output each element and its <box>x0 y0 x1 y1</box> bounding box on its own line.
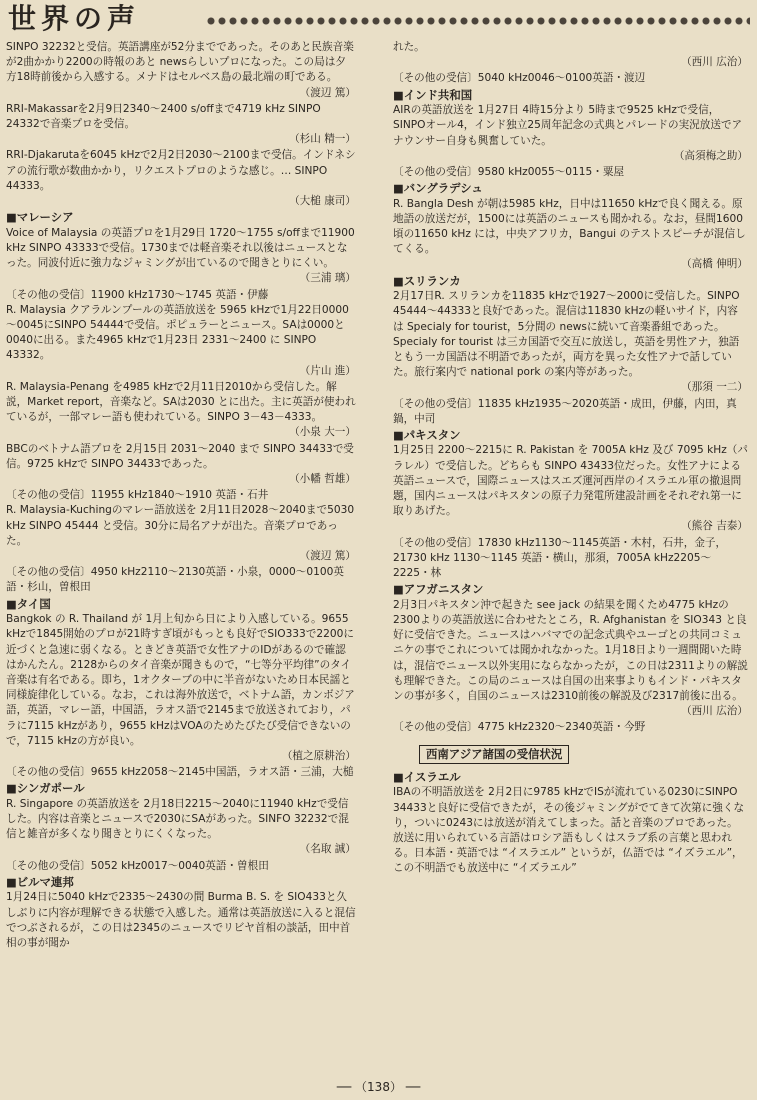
report-text: れた。 <box>393 41 425 53</box>
other-receptions: 〔その他の受信〕11900 kHz1730～1745 英語・伊藤 <box>6 288 269 301</box>
report-text: RRI-Makassarを2月9日2340～2400 s/offまで4719 kHz SINPO 24332で音楽プロを受信。 <box>6 102 321 131</box>
reporter-name: （高橋 伸明） <box>681 258 748 271</box>
reporter-name: （杉山 精一） <box>289 133 356 146</box>
report-text: AIRの英語放送を 1月27日 4時15分より 5時まで9525 kHzで受信，SINPOオール4，インド独立25周年記念の式典とパレードの実況放送でアナウンサー自身も興奮していた。 <box>393 104 743 147</box>
report-entry <box>6 612 356 764</box>
report-text: 1月24日に5040 kHzで2335～2430の間 Burma B. S. を SIO433と久しぶりに内容が理解できる状態で入感した。通常は英語放送に入ると混信でつぶされるが，この日は2345のニュースでリビヤ首相の談話，田中首相の事が聞か <box>6 891 356 949</box>
title-ornament-border <box>206 13 750 29</box>
report-entry <box>6 226 356 287</box>
report-text: R. Malaysia-Penang を4985 kHzで2月11日2010から受信した。解説，Market report，音楽など。SAは2030 とに出た。主に英語が使われているが，一部マレー語も使われている。SINPO 3－43－4333。 <box>6 380 356 424</box>
right-column <box>393 40 748 878</box>
other-receptions: 〔その他の受信〕4775 kHz2320～2340英語・今野 <box>393 721 646 734</box>
section-heading: ■ビルマ連邦 <box>6 874 74 889</box>
section-heading: ■シンガポール <box>6 781 85 796</box>
section-heading: ■インド共和国 <box>393 87 473 102</box>
report-entry <box>6 503 356 564</box>
reporter-name: （小泉 大一） <box>289 426 356 439</box>
report-entry <box>393 289 748 395</box>
report-entry <box>393 598 748 720</box>
report-entry <box>6 148 356 209</box>
report-entry <box>393 443 748 534</box>
report-text: RRI-Djakarutaを6045 kHzで2月2日2030～2100まで受信。インドネシアの流行歌が数曲かかり，リクエストプロのような感じ。… SINPO 44333。 <box>6 149 356 192</box>
section-heading: ■タイ国 <box>6 596 51 611</box>
other-receptions: 〔その他の受信〕17830 kHz1130～1145英語・木村，石井，金子，21730 kHz 1130～1145 英語・横山，那須，7005A kHz2205～2225・林 <box>393 536 727 580</box>
report-text: IBAの不明語放送を 2月2日に9785 kHzでISが流れている0230にSINPO 34433と良好に受信できたが，その後ジャミングがでてきて次第に強くなり，ついに0243には放送が消えてしまった。話と音楽のプロであった。放送に用いられている言語はロシア語もしくはスラブ系の言葉と思われる。日本語・英語では “イスラエル” というが，仏語では “イズラエル”，この不明語でも放送中に “イズラエル” <box>393 786 745 875</box>
report-entry <box>6 40 356 101</box>
report-text: 2月17日R. スリランカを11835 kHzで1927～2000に受信した。SINPO 45444～44333と良好であった。混信は11830 kHzの軽いサイド，内容は Specialy for tourist，5分間の newsに続いて音楽番組であった。Specialy for tourist は三カ国語で交互に放送し，英語を男性アナ，独語ともう一カ国語は不明語であったが，両方を異った女性アナで話していた。旅行案内で national pork の案内等があった。 <box>393 290 740 379</box>
report-text: R. Malaysia-Kuchingのマレー語放送を 2月11日2028～2040まで5030 kHz SINPO 45444 と受信。30分に局名アナが出た。音楽プロであった。 <box>6 504 355 547</box>
reporter-name: （西川 広治） <box>681 705 748 718</box>
other-receptions: 〔その他の受信〕9655 kHz2058～2145中国語，ラオス語・三浦，大槌 <box>6 766 354 779</box>
other-receptions: 〔その他の受信〕4950 kHz2110～2130英語・小泉，0000～0100英語・杉山，曽根田 <box>6 566 344 594</box>
reporter-name: （渡辺 篤） <box>299 550 356 562</box>
reporter-name: （名取 誠） <box>299 843 356 856</box>
report-text: Bangkok の R. Thailand が 1月上旬から日により入感している。9655 kHzで1845開始のプロが21時すぎ頃がもっとも良好でSIO333で2200に近づくと急速に弱くなる。ときどき英語で女性アナのIDがあるので確認はかんたん。2128からのタイ音楽が聞きもので，“七等分平均律”のタイ音楽は有名である。即ち，1オクターブの中に半音がないため日本民謡と同様旋律化している。なお，これは海外放送で，ベトナム語，カンボジア語，英語，マレー語，中国語，ラオス語で2145まで放送されており，パラに7115 kHzがあり，9655 kHzはVOAのためたびたび受信できないので，7115 kHzの方が良い。 <box>6 613 355 747</box>
reporter-name: （小幡 哲雄） <box>289 472 356 485</box>
section-heading: ■アフガニスタン <box>393 582 484 597</box>
report-entry <box>6 380 356 441</box>
reporter-name: （植之原耕治） <box>281 749 356 762</box>
report-entry <box>393 197 748 273</box>
left-column <box>6 40 356 952</box>
report-entry <box>6 797 356 858</box>
report-entry <box>393 785 748 876</box>
reporter-name: （大槌 康司） <box>289 195 356 208</box>
report-entry <box>6 442 356 488</box>
section-heading: ■パキスタン <box>393 427 461 442</box>
other-receptions: 〔その他の受信〕9580 kHz0055～0115・粟屋 <box>393 165 625 178</box>
reporter-name: （渡辺 篤） <box>299 86 356 99</box>
reporter-name: （熊谷 吉泰） <box>681 520 748 533</box>
section-heading: ■バングラデシュ <box>393 181 483 196</box>
report-text: BBCのベトナム語プロを 2月15日 2031～2040 まで SINPO 34433で受信。9725 kHzで SINPO 34433であった。 <box>6 442 354 470</box>
report-entry <box>6 890 356 951</box>
reporter-name: （高須梅之助） <box>673 149 748 162</box>
other-receptions: 〔その他の受信〕5040 kHz0046～0100英語・渡辺 <box>393 72 646 85</box>
reporter-name: （片山 進） <box>299 364 356 377</box>
report-entry <box>393 40 748 70</box>
report-text: SINPO 32232と受信。英語講座が52分までであった。そのあと民族音楽が2曲かかり2200の時報のあと newsらしいプロになった。この局は夕方18時前後から入感する。メナドはセルベス島の最北端の町である。 <box>6 41 354 84</box>
section-heading: ■スリランカ <box>393 273 461 288</box>
report-text: R. Singapore の英語放送を 2月18日2215～2040に11940 kHzで受信した。内容は音楽とニュースで2030にSAがあった。SINFO 32232で混信と雑音が多くなり聞きとりにくくなった。 <box>6 797 349 841</box>
report-text: R. Malaysia クアラルンプールの英語放送を 5965 kHzで1月22日0000～0045にSINPO 54444で受信。ポピュラーとニュース。SAは0000と0040に出る。また4965 kHzで1月23日 2331～2400 に SINPO 43332。 <box>6 303 349 362</box>
report-text: Voice of Malaysia の英語プロを1月29日 1720～1755 s/offまで11900 kHz SINPO 43333で受信。1730までは軽音楽それ以後はニュースとなった。同波付近に強力なジャミングが出ているので聞きとりにくい。 <box>6 226 355 270</box>
other-receptions: 〔その他の受信〕11835 kHz1935～2020英語・成田，伊藤，内田，真鍋，中司 <box>393 397 737 425</box>
other-receptions: 〔その他の受信〕5052 kHz0017～0040英語・曽根田 <box>6 859 269 872</box>
page-title: 世界の声 <box>8 2 141 35</box>
report-text: 2月3日パキスタン沖で起きた see jack の結果を聞くため4775 kHzの2300よりの英語放送に合わせたところ，R. Afghanistan を SIO343 と良好に受信できた。ニュースはハバマでの記念式典やユーゴとの共同コミュニケの事でこれについては聞かれなかった。1月18日より一週間聞いた時は，混信でニュース以外実用にならなかったが，この日は2311よりの解説も理解できた。この局のニュースは自国の出来事よりもインド・パキスタンの事が多く，自国のニュースは2310前後の解説及び2317前後に出る。 <box>393 598 748 703</box>
boxed-heading: 西南アジア諸国の受信状況 <box>419 745 569 764</box>
reporter-name: （三浦 璃） <box>299 272 356 285</box>
report-text: R. Bangla Desh が朝は5985 kHz，日中は11650 kHzで良く聞える。原地語の放送だが，1500には英語のニュースも聞かれる。なお，昼間1600頃の11650 kHz には，中央アフリカ，Bangui のテストスピーチが混信してくる。 <box>393 197 746 256</box>
report-entry <box>6 303 356 379</box>
other-receptions: 〔その他の受信〕11955 kHz1840～1910 英語・石井 <box>6 489 269 502</box>
report-entry <box>393 103 748 164</box>
reporter-name: （那須 一二） <box>681 381 748 394</box>
section-heading: ■イスラエル <box>393 769 461 784</box>
page-number: ── （138） ── <box>336 1080 421 1094</box>
reporter-name: （西川 広治） <box>681 56 748 69</box>
section-heading: ■マレーシア <box>6 210 74 225</box>
report-entry <box>6 102 356 148</box>
report-text: 1月25日 2200～2215に R. Pakistan を 7005A kHz 及び 7095 kHz（パラレル）で受信した。どちらも SINPO 43433位だった。女性アナによる英語ニュースで，国際ニュースはスエズ運河西岸のイスラエル軍の撤退問題，国内ニュースはパキスタンの原子力発電所建設計画をそれぞれ第一に取りあげた。 <box>393 444 748 518</box>
